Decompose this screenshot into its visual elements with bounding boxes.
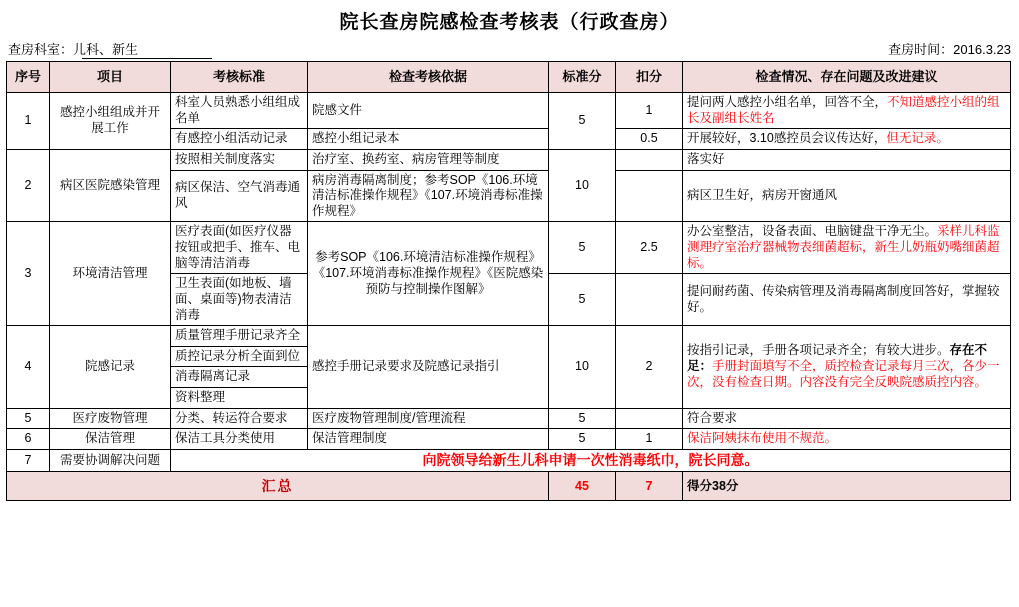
row-note bbox=[683, 129, 1011, 150]
row-note bbox=[683, 408, 1011, 429]
note-text-bold: 存在不足： bbox=[687, 343, 988, 374]
row-index: 3 bbox=[7, 222, 50, 326]
header-deduction: 扣分 bbox=[616, 62, 683, 93]
table-row bbox=[7, 408, 1011, 429]
table-row bbox=[7, 429, 1011, 450]
table-row bbox=[7, 326, 1011, 347]
dept-value: 儿科、新生 bbox=[73, 42, 139, 57]
row-item: 感控小组组成并开展工作 bbox=[50, 93, 171, 150]
header-basis: 检查考核依据 bbox=[308, 62, 549, 93]
dept-field bbox=[8, 39, 138, 58]
row-standard: 消毒隔离记录 bbox=[171, 367, 308, 388]
note-text-red: 不知道感控小组的组长及副组长姓名 bbox=[687, 95, 1000, 125]
date-value: 2016.3.23 bbox=[953, 42, 1011, 57]
row-deduction bbox=[616, 149, 683, 170]
summary-row bbox=[7, 472, 1011, 501]
row-note bbox=[683, 149, 1011, 170]
row-deduction: 0.5 bbox=[616, 129, 683, 150]
summary-label: 汇总 bbox=[7, 472, 549, 501]
row-basis: 院感文件 bbox=[308, 93, 549, 129]
row-index: 5 bbox=[7, 408, 50, 429]
document-meta bbox=[6, 39, 1013, 61]
row-basis: 医疗废物管理制度/管理流程 bbox=[308, 408, 549, 429]
row-basis: 保洁管理制度 bbox=[308, 429, 549, 450]
note-text-black: 提问耐药菌、传染病管理及消毒隔离制度回答好，掌握较好。 bbox=[687, 284, 1000, 314]
header-item: 项目 bbox=[50, 62, 171, 93]
note-text-black: 病区卫生好，病房开窗通风 bbox=[687, 188, 838, 203]
row-standard: 分类、转运符合要求 bbox=[171, 408, 308, 429]
row-standard: 质量管理手册记录齐全 bbox=[171, 326, 308, 347]
row-standard: 有感控小组活动记录 bbox=[171, 129, 308, 150]
row-deduction bbox=[616, 408, 683, 429]
page-title: 院长查房院感检查考核表（行政查房） bbox=[339, 12, 680, 33]
note-text-red: 但无记录。 bbox=[886, 131, 949, 146]
row-deduction: 2.5 bbox=[616, 222, 683, 274]
table-row bbox=[7, 222, 1011, 274]
date-label: 查房时间： bbox=[888, 42, 954, 57]
row-deduction bbox=[616, 274, 683, 326]
row-score: 5 bbox=[549, 408, 616, 429]
table-row bbox=[7, 449, 1011, 472]
dept-label: 查房科室： bbox=[8, 42, 74, 57]
row-note bbox=[683, 170, 1011, 222]
note-text-black: 办公室整洁，设备表面、电脑键盘干净无尘。 bbox=[687, 224, 938, 239]
row-item: 保洁管理 bbox=[50, 429, 171, 450]
row-note: 保洁阿姨抹布使用不规范。 bbox=[683, 429, 1011, 450]
row-basis: 治疗室、换药室、病房管理等制度 bbox=[308, 149, 549, 170]
summary-note: 得分38分 bbox=[683, 472, 1011, 501]
row-deduction: 1 bbox=[616, 429, 683, 450]
row-deduction bbox=[616, 170, 683, 222]
row-note bbox=[683, 326, 1011, 409]
table-row bbox=[7, 149, 1011, 170]
row-standard: 卫生表面(如地板、墙面、桌面等)物表清洁消毒 bbox=[171, 274, 308, 326]
dept-underline bbox=[82, 58, 212, 59]
header-score: 标准分 bbox=[549, 62, 616, 93]
note-text-red: 采样儿科监测理疗室治疗器械物表细菌超标，新生儿奶瓶奶嘴细菌超标。 bbox=[687, 224, 1000, 270]
row-basis: 感控小组记录本 bbox=[308, 129, 549, 150]
row-standard: 科室人员熟悉小组组成名单 bbox=[171, 93, 308, 129]
row-basis: 病房消毒隔离制度；参考SOP《106.环境清洁标准操作规程》《107.环境消毒标准操作规程》 bbox=[308, 170, 549, 222]
row-index: 7 bbox=[7, 449, 50, 472]
row-standard: 资料整理 bbox=[171, 388, 308, 409]
row-score: 5 bbox=[549, 222, 616, 274]
row-basis: 感控手册记录要求及院感记录指引 bbox=[308, 326, 549, 409]
row-standard: 保洁工具分类使用 bbox=[171, 429, 308, 450]
inspection-table bbox=[6, 61, 1011, 501]
row-score: 5 bbox=[549, 274, 616, 326]
summary-deduction: 7 bbox=[616, 472, 683, 501]
header-standard: 考核标准 bbox=[171, 62, 308, 93]
row-score: 10 bbox=[549, 149, 616, 222]
row-deduction: 2 bbox=[616, 326, 683, 409]
row-deduction: 1 bbox=[616, 93, 683, 129]
note-text-black: 提问两人感控小组名单，回答不全， bbox=[687, 95, 888, 109]
row-item: 病区医院感染管理 bbox=[50, 149, 171, 222]
row-standard: 按照相关制度落实 bbox=[171, 149, 308, 170]
table-header-row bbox=[7, 62, 1011, 93]
header-note: 检查情况、存在问题及改进建议 bbox=[683, 62, 1011, 93]
note-text-black: 开展较好，3.10感控员会议传达好， bbox=[687, 131, 887, 146]
row-note bbox=[683, 222, 1011, 274]
row-wish: 向院领导给新生儿科申请一次性消毒纸巾，院长同意。 bbox=[171, 449, 1011, 472]
row-item: 需要协调解决问题 bbox=[50, 449, 171, 472]
summary-score: 45 bbox=[549, 472, 616, 501]
row-score: 5 bbox=[549, 93, 616, 150]
note-text-red: 手册封面填写不全，质控检查记录每月三次，各少一次，没有检查日期。内容没有完全反映院感质控内容。 bbox=[687, 359, 1000, 389]
header-index: 序号 bbox=[7, 62, 50, 93]
row-standard: 病区保洁、空气消毒通风 bbox=[171, 170, 308, 222]
row-item: 医疗废物管理 bbox=[50, 408, 171, 429]
row-index: 4 bbox=[7, 326, 50, 409]
note-text-black: 落实好 bbox=[687, 151, 725, 166]
row-index: 6 bbox=[7, 429, 50, 450]
row-item: 院感记录 bbox=[50, 326, 171, 409]
row-note bbox=[683, 274, 1011, 326]
row-score: 10 bbox=[549, 326, 616, 409]
row-score: 5 bbox=[549, 429, 616, 450]
row-note bbox=[683, 93, 1011, 129]
row-index: 1 bbox=[7, 93, 50, 150]
note-text-black: 按指引记录，手册各项记录齐全；有较大进步。 bbox=[687, 343, 950, 358]
row-standard: 质控记录分析全面到位 bbox=[171, 346, 308, 367]
table-row bbox=[7, 93, 1011, 129]
note-text-black: 符合要求 bbox=[687, 410, 738, 425]
row-item: 环境清洁管理 bbox=[50, 222, 171, 326]
date-field bbox=[888, 39, 1011, 58]
row-index: 2 bbox=[7, 149, 50, 222]
row-standard: 医疗表面(如医疗仪器按钮或把手、推车、电脑等清洁消毒 bbox=[171, 222, 308, 274]
row-basis: 参考SOP《106.环境清洁标准操作规程》《107.环境消毒标准操作规程》《医院感染预防与控制操作图解》 bbox=[308, 222, 549, 326]
